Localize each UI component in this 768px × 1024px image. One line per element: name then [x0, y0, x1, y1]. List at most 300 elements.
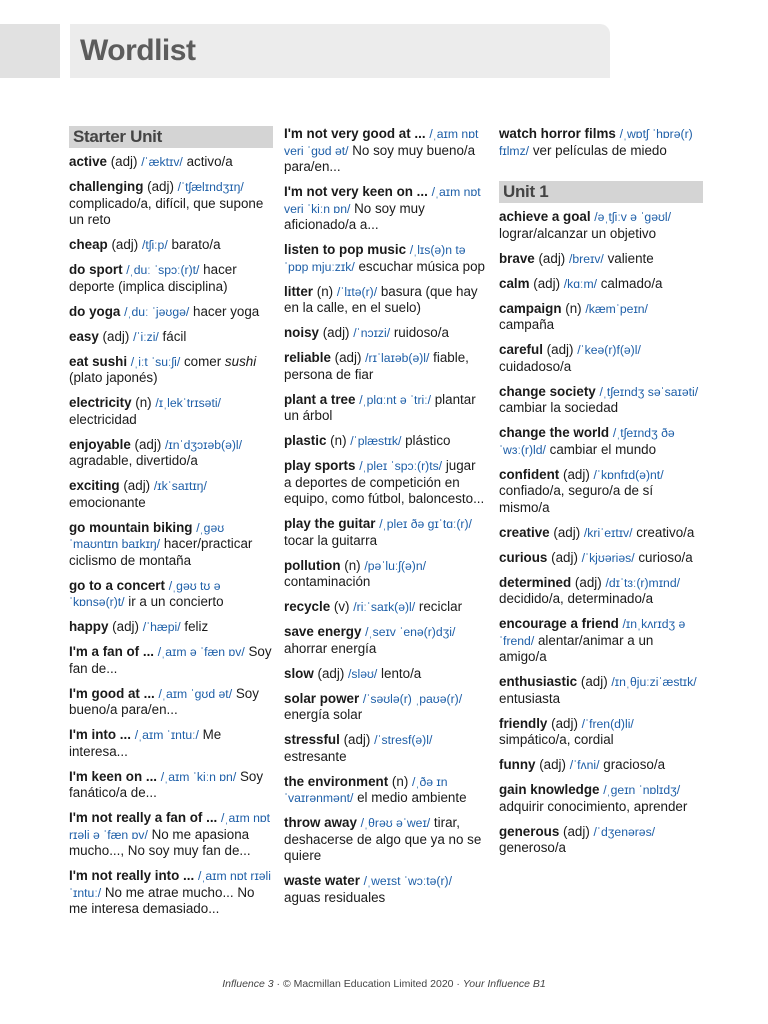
- headword: careful: [499, 342, 543, 357]
- headword: change society: [499, 383, 596, 399]
- part-of-speech: (adj): [102, 328, 130, 344]
- translation: [284, 749, 347, 764]
- pronunciation: /ˌɡəʊ ˈmaʊntɪn baɪkɪŋ/: [69, 520, 225, 551]
- headword: happy: [69, 619, 109, 634]
- translation: [184, 619, 208, 634]
- translation: [357, 790, 466, 805]
- headword: reliable: [284, 350, 331, 365]
- headword: play the guitar: [284, 516, 376, 531]
- part-of-speech: (adj): [322, 325, 350, 340]
- translation: [284, 641, 376, 656]
- translation-text: hacer/practicar ciclismo de montaña: [69, 536, 253, 568]
- part-of-speech: (n): [391, 773, 409, 789]
- headword: enjoyable: [69, 436, 131, 452]
- unit-heading: Unit 1: [499, 181, 703, 203]
- translation-text: campaña: [499, 317, 555, 332]
- wordlist-entry: [499, 209, 703, 242]
- wordlist-entry: [284, 666, 486, 683]
- wordlist-entry: [284, 599, 486, 616]
- pronunciation: /ˌaɪm ə ˈfæn ɒv/: [157, 645, 245, 659]
- headword: the environment: [284, 773, 389, 789]
- wordlist-entry: [284, 873, 486, 906]
- translation-text: gracioso/a: [603, 757, 666, 772]
- wordlist-entry: [284, 458, 486, 508]
- wordlist-entry: [69, 619, 273, 636]
- translation-text: estresante: [284, 748, 347, 764]
- pronunciation: /ˈæktɪv/: [141, 155, 183, 169]
- translation-text: ir a un concierto: [128, 594, 224, 609]
- wordlist-entry: [284, 350, 486, 383]
- footer-copyright: · © Macmillan Education Limited 2020 ·: [273, 978, 463, 990]
- pronunciation: /ˌɡeɪn ˈnɒlɪdʒ/: [603, 783, 681, 797]
- part-of-speech: (adj): [551, 715, 578, 731]
- translation-text: fiable, persona de fiar: [284, 350, 469, 382]
- wordlist-entry: [284, 774, 486, 807]
- part-of-speech: (adj): [538, 250, 566, 266]
- translation-text: reciclar: [418, 599, 463, 614]
- wordlist-entry: [499, 384, 703, 417]
- part-of-speech: (n): [565, 300, 582, 316]
- corner-tab: [0, 24, 60, 78]
- headword: I'm into ...: [69, 727, 131, 742]
- headword: gain knowledge: [499, 782, 600, 797]
- wordlist-entry: [284, 433, 486, 450]
- translation-text: alentar/animar a un amigo/a: [499, 632, 654, 664]
- wordlist-entry: [69, 686, 273, 719]
- page-title: Wordlist: [80, 34, 196, 67]
- translation-text: hacer yoga: [193, 303, 260, 319]
- translation-text: aguas residuales: [284, 889, 386, 905]
- wordlist-entry: [499, 467, 703, 517]
- pronunciation: /ˌtʃeɪndʒ səˈsaɪəti/: [599, 384, 699, 399]
- headword: confident: [499, 466, 560, 482]
- wordlist-entry: [499, 824, 703, 857]
- translation-text: ruidoso/a: [393, 325, 449, 340]
- wordlist-entry: [499, 616, 703, 666]
- pronunciation: /ˌaɪm nɒt veri ˈɡʊd ət/: [284, 127, 479, 158]
- translation-text: jugar a deportes de competición en equipo, como fútbol, baloncesto...: [284, 458, 485, 506]
- translation-text: tocar la guitarra: [284, 532, 378, 548]
- headword: curious: [499, 549, 548, 565]
- wordlist-entry: [69, 354, 273, 387]
- wordlist-entry: [499, 782, 703, 815]
- translation: [381, 666, 421, 681]
- pronunciation: /ˌaɪm nɒt veri ˈkiːn ɒn/: [284, 185, 481, 216]
- pronunciation: /dɪˈtɜː(r)mɪnd/: [605, 575, 680, 590]
- wordlist-entry: [69, 154, 273, 171]
- pronunciation: /pəˈluːʃ(ə)n/: [364, 558, 427, 573]
- pronunciation: /ɪnˌkʌrɪdʒ ə ˈfrend/: [499, 617, 686, 648]
- pronunciation: /ˈfren(d)li/: [581, 716, 634, 731]
- translation-text: emocionante: [69, 494, 146, 510]
- pronunciation: /ˌaɪm ˈkiːn ɒn/: [160, 769, 237, 784]
- pronunciation: /sləʊ/: [348, 666, 378, 681]
- wordlist-entry: [69, 395, 273, 428]
- headword: pollution: [284, 557, 341, 573]
- wordlist-entry: [69, 179, 273, 229]
- wordlist-entry: [499, 550, 703, 567]
- translation-text: curioso/a: [638, 549, 693, 565]
- part-of-speech: (n): [330, 433, 347, 448]
- pronunciation: /ˈnɔɪzi/: [353, 326, 391, 340]
- translation: [128, 594, 223, 609]
- part-of-speech: (adj): [539, 757, 566, 772]
- pronunciation: /ˌlɪs(ə)n tə ˈpɒp mjuːzɪk/: [284, 243, 466, 274]
- part-of-speech: (adj): [123, 478, 151, 493]
- translation: [69, 453, 198, 468]
- translation: [499, 359, 571, 374]
- translation-text: entusiasta: [499, 690, 561, 706]
- pronunciation: /ˌaɪm ˈɡʊd ət/: [158, 686, 233, 701]
- pronunciation: /tʃiːp/: [141, 238, 168, 252]
- wordlist-entry: [69, 769, 273, 802]
- translation-text: calmado/a: [600, 275, 663, 291]
- pronunciation: /ˈfʌni/: [569, 758, 600, 772]
- translation: [284, 890, 385, 905]
- translation-text: plástico: [405, 433, 451, 448]
- translation: [608, 251, 654, 266]
- wordlist-entry: [499, 425, 703, 458]
- headword: I'm keen on ...: [69, 768, 158, 784]
- translation-text: valiente: [607, 250, 654, 266]
- translation-text: ver películas de miedo: [532, 142, 667, 158]
- translation-text: barato/a: [171, 237, 221, 252]
- pronunciation: /ˈhæpi/: [142, 620, 181, 634]
- headword: creative: [499, 524, 550, 540]
- translation: [499, 732, 614, 747]
- pronunciation: /ˌduː ˈspɔː(r)t/: [126, 263, 200, 277]
- translation-text: hacer deporte (implica disciplina): [69, 262, 237, 294]
- wordlist-entry: [69, 868, 273, 918]
- wordlist-entry: [69, 478, 273, 511]
- translation-text: agradable, divertido/a: [69, 453, 198, 468]
- part-of-speech: (adj): [546, 342, 574, 357]
- translation-text: decidido/a, determinado/a: [499, 591, 654, 606]
- headword: calm: [499, 275, 530, 291]
- page-footer: [0, 978, 768, 990]
- translation-text: contaminación: [284, 574, 371, 589]
- pronunciation: /ˌaɪm ˈɪntuː/: [134, 728, 199, 742]
- pronunciation: /ɪnˈdʒɔɪəb(ə)l/: [165, 437, 243, 452]
- wordlist-entry: [284, 558, 486, 591]
- translation: [187, 154, 233, 169]
- headword: solar power: [284, 690, 360, 706]
- pronunciation: /breɪv/: [569, 251, 604, 266]
- pronunciation: /ˌtʃeɪndʒ ðə ˈwɜː(r)ld/: [499, 426, 675, 457]
- translation-text: basura (que hay en la calle, en el suelo): [284, 283, 478, 315]
- part-of-speech: (adj): [110, 154, 138, 169]
- part-of-speech: (n): [135, 395, 152, 410]
- wordlist-entry: [499, 757, 703, 774]
- column-3: [499, 126, 703, 865]
- headword: generous: [499, 823, 560, 839]
- pronunciation: /ɪnˌθjuːziˈæstɪk/: [611, 675, 697, 689]
- wordlist-entry: [69, 644, 273, 677]
- part-of-speech: (adj): [563, 466, 590, 482]
- translation-text: cambiar la sociedad: [499, 400, 619, 415]
- part-of-speech: (adj): [533, 275, 561, 291]
- unit-heading: Starter Unit: [69, 126, 273, 148]
- translation: [533, 143, 667, 158]
- pronunciation: /ˈstresf(ə)l/: [374, 733, 433, 747]
- column-1: [69, 126, 273, 926]
- headword: encourage a friend: [499, 616, 619, 631]
- footer-book: Influence 3: [222, 978, 274, 990]
- wordlist-entry: [69, 727, 273, 760]
- pronunciation: /ˌweɪst ˈwɔːtə(r)/: [363, 874, 452, 888]
- translation-text: confiado/a, seguro/a de sí mismo/a: [499, 483, 654, 515]
- wordlist-entry: [499, 525, 703, 542]
- translation-text: escuchar música pop: [358, 258, 485, 274]
- headword: noisy: [284, 325, 319, 340]
- pronunciation: /ˌaɪm nɒt rɪəli ə ˈfæn ɒv/: [69, 811, 271, 842]
- pronunciation: /ˈdʒenərəs/: [593, 824, 656, 839]
- headword: exciting: [69, 478, 120, 493]
- wordlist-entry: [284, 392, 486, 425]
- wordlist-entry: [499, 575, 703, 608]
- translation-text: tirar, deshacerse de algo que ya no se quiere: [284, 815, 482, 863]
- translation: [499, 840, 566, 855]
- headword: I'm a fan of ...: [69, 644, 155, 659]
- part-of-speech: (adj): [580, 674, 608, 689]
- pronunciation: /kriˈeɪtɪv/: [583, 525, 633, 540]
- page-header: [70, 24, 610, 78]
- translation: [550, 442, 656, 457]
- translation-text: simpático/a, cordial: [499, 732, 614, 747]
- translation: [499, 400, 618, 415]
- translation: [638, 550, 692, 565]
- translation-text: No me atrae mucho... No me interesa demasiado...: [69, 884, 255, 916]
- translation-text: lento/a: [381, 665, 422, 681]
- wordlist-entry: [499, 276, 703, 293]
- translation-text: Soy bueno/a para/en...: [69, 685, 259, 717]
- translation: [284, 284, 478, 316]
- translation-text: Soy fanático/a de...: [69, 768, 264, 800]
- translation-text: energía solar: [284, 707, 363, 722]
- translation: [499, 317, 554, 332]
- translation: [499, 226, 656, 241]
- translation: [499, 691, 560, 706]
- headword: brave: [499, 250, 535, 266]
- pronunciation: /ˌseɪv ˈenə(r)dʒi/: [365, 625, 456, 639]
- translation-text: activo/a: [186, 154, 233, 169]
- pronunciation: /ˌaɪm nɒt rɪəli ˈɪntuː/: [69, 869, 271, 900]
- wordlist-entry: [284, 284, 486, 317]
- translation-text: el medio ambiente: [357, 790, 467, 805]
- headword: electricity: [69, 395, 132, 410]
- pronunciation: /ɪkˈsaɪtɪŋ/: [153, 479, 207, 493]
- headword: cheap: [69, 237, 108, 252]
- wordlist-entry: [284, 732, 486, 765]
- part-of-speech: (adj): [112, 619, 139, 634]
- wordlist-entry: [284, 325, 486, 342]
- translation-text: lograr/alcanzar un objetivo: [499, 225, 657, 241]
- wordlist-entry: [499, 716, 703, 749]
- headword: I'm not very good at ...: [284, 126, 426, 141]
- headword: save energy: [284, 624, 362, 639]
- wordlist-entry: [284, 624, 486, 657]
- pronunciation: /ˌθrəʊ əˈweɪ/: [360, 816, 431, 830]
- translation: [69, 196, 263, 228]
- part-of-speech: (n): [344, 557, 361, 573]
- pronunciation: /ˌpleɪ ðə ɡɪˈtɑː(r)/: [379, 517, 472, 531]
- wordlist-entry: [69, 810, 273, 860]
- headword: slow: [284, 665, 314, 681]
- wordlist-entry: [69, 329, 273, 346]
- headword: plant a tree: [284, 391, 356, 407]
- part-of-speech: (adj): [147, 179, 174, 194]
- headword: stressful: [284, 732, 340, 747]
- pronunciation: /ˌpleɪ ˈspɔː(r)ts/: [359, 459, 443, 473]
- translation-text: comer: [183, 353, 222, 369]
- wordlist-entry: [284, 126, 486, 176]
- headword: recycle: [284, 599, 331, 614]
- wordlist-entry: [499, 251, 703, 268]
- translation: [69, 495, 146, 510]
- wordlist-entry: [284, 691, 486, 724]
- headword: achieve a goal: [499, 209, 591, 224]
- translation-text: No me apasiona mucho..., No soy muy fan de...: [69, 826, 251, 858]
- headword: listen to pop music: [284, 242, 407, 257]
- part-of-speech: (adj): [553, 524, 581, 540]
- headword: I'm good at ...: [69, 685, 155, 701]
- wordlist-entry: [499, 126, 703, 159]
- translation-text: ahorrar energía: [284, 640, 377, 656]
- wordlist-entry: [69, 437, 273, 470]
- pronunciation: /ˌðə ɪnˈvaɪrənmənt/: [284, 774, 448, 805]
- pronunciation: /ˈlɪtə(r)/: [336, 284, 378, 299]
- headword: waste water: [284, 873, 360, 888]
- wordlist-entry: [284, 815, 486, 865]
- part-of-speech: (adj): [317, 665, 345, 681]
- column-2: [284, 126, 486, 915]
- translation-text: fácil: [162, 328, 187, 344]
- pronunciation: /ˌwɒtʃ ˈhɒrə(r) fɪlmz/: [499, 127, 693, 158]
- pronunciation: /ˌɡəʊ tʊ ə ˈkɒnsə(r)t/: [69, 578, 221, 609]
- translation: [163, 329, 187, 344]
- translation: [636, 525, 694, 540]
- headword: change the world: [499, 425, 610, 440]
- wordlist-entry: [284, 184, 486, 234]
- translation: [284, 707, 362, 722]
- headword: I'm not really into ...: [69, 868, 195, 883]
- part-of-speech: (adj): [134, 436, 162, 452]
- pronunciation: /ˈkjʊəriəs/: [581, 550, 635, 565]
- headword: enthusiastic: [499, 674, 578, 689]
- translation-text: complicado/a, difícil, que supone un reto: [69, 195, 264, 227]
- translation-text: Me interesa...: [69, 727, 222, 759]
- translation-italic: sushi: [224, 353, 257, 369]
- translation-text: cambiar el mundo: [549, 441, 657, 457]
- headword: active: [69, 154, 107, 169]
- translation: [499, 483, 653, 515]
- pronunciation: /əˌtʃiːv ə ˈɡəʊl/: [594, 210, 671, 224]
- translation: [603, 757, 665, 772]
- headword: funny: [499, 757, 536, 772]
- translation-text: feliz: [184, 619, 209, 634]
- footer-series: Your Influence B1: [462, 978, 546, 990]
- part-of-speech: (v): [333, 599, 350, 614]
- pronunciation: /rɪˈlaɪəb(ə)l/: [365, 351, 430, 365]
- wordlist-entry: [69, 578, 273, 611]
- pronunciation: /kɑːm/: [563, 276, 597, 291]
- translation-text: creativo/a: [636, 524, 695, 540]
- pronunciation: /ˈkɒnfɪd(ə)nt/: [593, 467, 664, 482]
- translation-text: cuidadoso/a: [499, 358, 572, 374]
- pronunciation: /kæmˈpeɪn/: [585, 301, 648, 316]
- translation: [499, 591, 653, 606]
- translation: [405, 433, 450, 448]
- pronunciation: /ɪˌlekˈtrɪsəti/: [155, 396, 221, 410]
- translation-text: Soy fan de...: [69, 644, 272, 676]
- pronunciation: /ˌiːt ˈsuːʃi/: [130, 354, 181, 369]
- pronunciation: /ˈiːzi/: [133, 329, 159, 344]
- pronunciation: /ˈplæstɪk/: [350, 434, 402, 448]
- pronunciation: /ˈkeə(r)f(ə)l/: [577, 343, 641, 357]
- part-of-speech: (adj): [111, 237, 139, 252]
- translation-text: adquirir conocimiento, aprender: [499, 798, 688, 814]
- headword: I'm not very keen on ...: [284, 184, 428, 199]
- part-of-speech: (adj): [551, 549, 578, 565]
- headword: easy: [69, 328, 99, 344]
- pronunciation: /ˌduː ˈjəʊɡə/: [124, 304, 190, 319]
- wordlist-entry: [69, 520, 273, 570]
- pronunciation: /ˈtʃælɪndʒɪŋ/: [177, 180, 244, 194]
- headword: I'm not really a fan of ...: [69, 810, 218, 825]
- headword: go to a concert: [69, 577, 165, 593]
- translation: [69, 412, 137, 427]
- translation-note: (plato japonés): [69, 370, 158, 385]
- wordlist-entry: [284, 242, 486, 275]
- headword: litter: [284, 283, 314, 299]
- translation-text: generoso/a: [499, 840, 567, 855]
- translation: [284, 533, 377, 548]
- part-of-speech: (n): [316, 283, 334, 299]
- headword: do yoga: [69, 303, 121, 319]
- wordlist-entry: [69, 304, 273, 321]
- wordlist-entry: [69, 262, 273, 295]
- wordlist-entry: [499, 301, 703, 334]
- translation: [171, 237, 220, 252]
- translation: [284, 574, 370, 589]
- part-of-speech: (adj): [343, 732, 371, 747]
- headword: campaign: [499, 300, 562, 316]
- headword: eat sushi: [69, 353, 128, 369]
- part-of-speech: (adj): [574, 574, 602, 590]
- headword: determined: [499, 574, 572, 590]
- headword: throw away: [284, 815, 357, 830]
- headword: play sports: [284, 458, 356, 473]
- translation: [499, 799, 687, 814]
- translation: [193, 304, 259, 319]
- pronunciation: /riːˈsaɪk(ə)l/: [353, 600, 416, 614]
- translation: [601, 276, 663, 291]
- wordlist-entry: [69, 237, 273, 254]
- translation: [419, 599, 462, 614]
- headword: go mountain biking: [69, 519, 193, 535]
- wordlist-entry: [499, 342, 703, 375]
- pronunciation: /ˌplɑːnt ə ˈtriː/: [359, 392, 431, 407]
- headword: plastic: [284, 433, 327, 448]
- headword: do sport: [69, 262, 123, 277]
- part-of-speech: (adj): [563, 823, 590, 839]
- pronunciation: /ˈsəʊlə(r) ˌpaʊə(r)/: [362, 691, 463, 706]
- translation: [394, 325, 449, 340]
- headword: friendly: [499, 715, 548, 731]
- headword: challenging: [69, 179, 144, 194]
- translation-text: No soy muy aficionado/a a...: [284, 200, 425, 232]
- translation-text: plantar un árbol: [284, 391, 476, 423]
